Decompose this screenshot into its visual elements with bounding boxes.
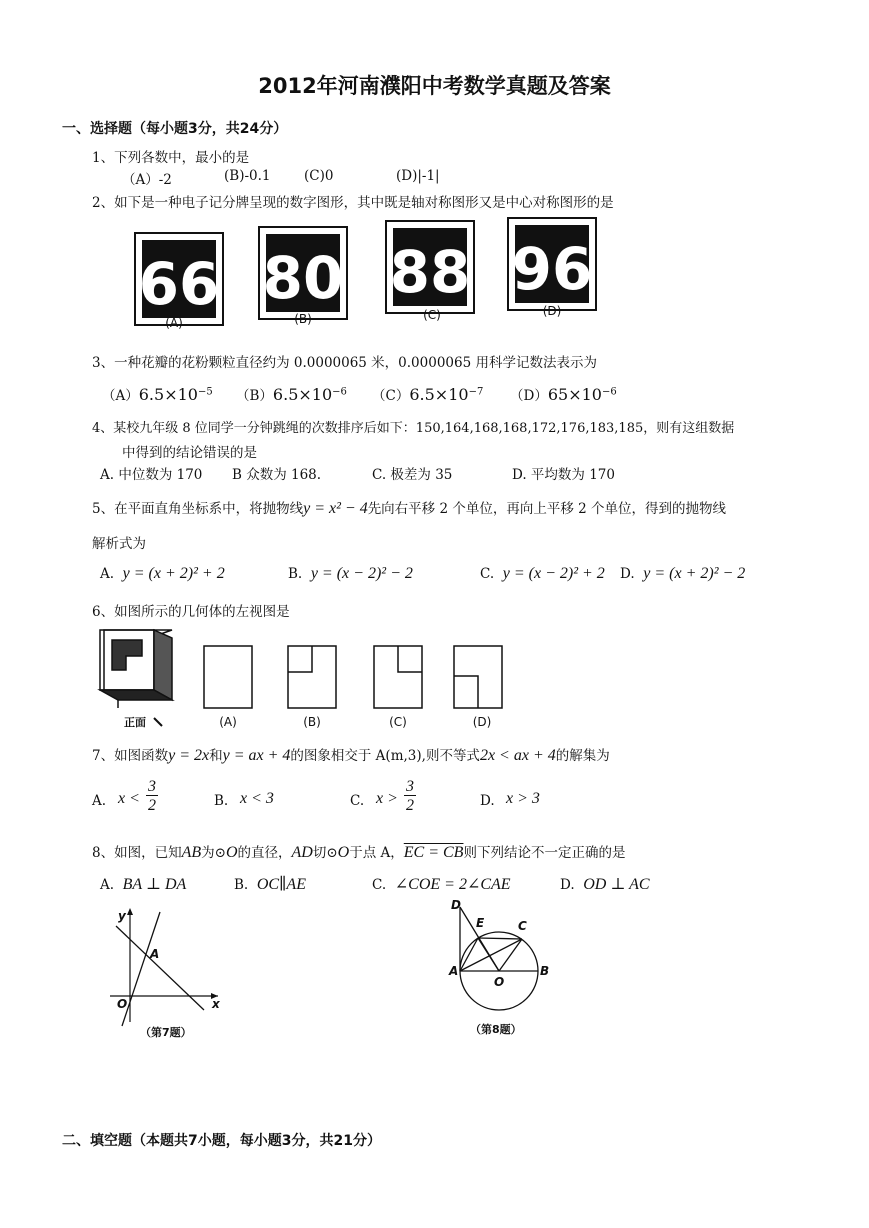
scoreboard-c-digits: 88 [389,238,471,306]
q5-b-expr: y = (x − 2)² − 2 [310,565,413,582]
q4-option-c: C. 极差为 35 [372,467,453,483]
fig7-point-a: A [150,947,160,961]
fig8-segment-eo [478,938,499,971]
q8-a-label: A. [100,877,115,893]
q7-option-d-label: D. [480,793,495,809]
q8-arc-equality: EC = CB [403,844,464,861]
q3-b-label: （B） [236,388,273,404]
q3-b-value: 6.5×10 [272,385,333,404]
fig8-segment-ec [478,938,522,939]
q6-front-label: 正面 [124,716,146,729]
q1-option-b: (B)-0.1 [224,168,271,184]
q3-c-value: 6.5×10 [409,385,469,404]
scoreboard-b-label: (B) [294,312,312,326]
q7-option-c-label: C. [350,793,365,809]
q3-a-value: 6.5×10 [138,385,198,404]
scoreboard-d [508,218,596,310]
q8-c-expr: ∠COE = 2∠CAE [394,876,511,893]
q7-option-d-expr: x > 3 [506,790,540,807]
q8-stem-part-b: 为⊙ [201,845,226,861]
q5-stem-line1 [92,497,726,518]
section-2-heading: 二、填空题（本题共7小题，每小题3分，共21分） [62,1133,381,1149]
q7-option-a-label: A. [92,793,107,809]
q5-d-label: D. [620,566,635,582]
q7-option-b-expr: x < 3 [240,790,274,807]
q7-option-c-rel: x > [376,790,398,807]
q7-option-a-num: 3 [148,778,156,795]
q8-option-d [560,874,650,894]
fig8-label-e: E [476,916,485,930]
q8-stem-part-e: 于点 A， [349,845,404,861]
q6-view-d [454,646,502,708]
q6-label-b: (B) [303,715,321,729]
q5-stem-part-a: 5、在平面直角坐标系中，将抛物线 [92,501,304,517]
q8-ad: AD [291,844,313,861]
q6-figures [96,626,516,736]
q5-d-expr: y = (x + 2)² − 2 [643,565,746,582]
scoreboard-b [259,227,347,319]
fig8-segment-oc [499,939,522,971]
scoreboard-c-label: (C) [423,308,441,322]
q8-option-c [372,874,511,894]
q7-func-2: y = ax + 4 [222,747,291,764]
fig7-origin: O [117,997,128,1011]
q3-option-b [236,384,347,404]
q3-d-value: 65×10 [547,385,602,404]
q6-label-c: (C) [389,715,407,729]
q5-c-label: C. [480,566,495,582]
q3-option-d [510,384,617,404]
q4-stem-line1: 4、某校九年级 8 位同学一分钟跳绳的次数排序后如下：150,164,168,168,172,176,183,185，则有这组数据 [92,421,735,436]
q8-b-label: B. [234,877,249,893]
q7-inequality: 2x < ax + 4 [479,747,556,764]
q1-option-d: (D)|-1| [396,168,440,184]
q7-option-a-den: 2 [148,797,156,814]
q7-stem [92,744,610,765]
q3-stem: 3、一种花瓣的花粉颗粒直径约为 0.0000065 米，0.0000065 用科学记数法表示为 [92,355,597,371]
section-1-heading: 一、选择题（每小题3分，共24分） [62,121,288,137]
q6-view-a [204,646,252,708]
q8-c-label: C. [372,877,387,893]
q8-stem-part-a: 8、如图，已知 [92,845,182,861]
fig7-graph [100,902,230,1042]
fig7-x-label: x [212,997,220,1011]
q7-func-1: y = 2x [168,747,210,764]
fig8-label-o: O [494,975,505,989]
q8-option-b [234,874,306,894]
q1-option-c: (C)0 [304,168,334,184]
q8-stem-part-d: 切⊙ [312,845,338,861]
scoreboard-a-label: (A) [165,316,183,330]
page-title: 2012年河南濮阳中考数学真题及答案 [258,74,611,98]
q5-c-expr: y = (x − 2)² + 2 [502,565,605,582]
fig8-label-b: B [540,964,550,978]
q3-c-exp: −7 [468,386,484,398]
q7-stem-part-b: 和 [209,748,223,764]
q3-a-exp: −5 [197,386,213,398]
q2-stem: 2、如下是一种电子记分牌呈现的数字图形，其中既是轴对称图形又是中心对称图形的是 [92,195,614,211]
q8-stem-part-f: 则下列结论不一定正确的是 [463,845,626,861]
q6-stem: 6、如图所示的几何体的左视图是 [92,604,290,620]
q3-option-c [372,384,483,404]
q5-parabola: y = x² − 4 [303,500,368,517]
q5-stem-line2: 解析式为 [92,536,146,552]
q5-option-c [480,565,605,583]
q8-ab: AB [181,844,202,861]
q6-front-arrow [154,718,162,726]
q2-figures [128,215,598,335]
fig7-y-label: y [118,909,126,923]
q8-stem-part-c: 的直径， [237,845,292,861]
fig7-line-increasing [122,912,160,1026]
q6-view-c [374,646,422,708]
q6-label-d: (D) [472,715,492,729]
q1-stem: 1、下列各数中，最小的是 [92,150,250,166]
q7-option-a-rel: x < [118,790,140,807]
q3-d-exp: −6 [601,386,617,398]
fig7-y-arrow [127,908,133,915]
q8-d-label: D. [560,877,575,893]
q6-view-b [288,646,336,708]
fig7-line-decreasing [116,926,204,1010]
q5-a-expr: y = (x + 2)² + 2 [122,565,225,582]
q3-c-label: （C） [372,388,410,404]
q7-stem-part-d: 的解集为 [555,748,610,764]
q8-o1: O [225,844,238,861]
q8-option-a [100,874,186,894]
q5-option-b [288,565,413,583]
q7-stem-part-a: 7、如图函数 [92,748,169,764]
fig8-label-a: A [449,964,459,978]
q8-b-expr: OC∥AE [256,876,306,893]
q3-b-exp: −6 [332,386,347,398]
scoreboard-d-label: (D) [542,304,562,318]
q4-stem-line2: 中得到的结论错误的是 [122,445,257,461]
q5-option-d [620,565,745,583]
q8-d-expr: OD ⊥ AC [583,876,650,893]
q5-stem-part-b: 先向右平移 2 个单位，再向上平移 2 个单位，得到的抛物线 [367,501,727,517]
q8-a-expr: BA ⊥ DA [122,876,187,893]
q7-option-b-label: B. [214,793,229,809]
q6-solid [100,630,172,708]
scoreboard-d-digits: 96 [511,235,593,303]
scoreboard-c [386,221,474,313]
q4-option-b: B 众数为 168. [232,467,322,483]
q5-option-a [100,565,225,583]
q4-option-a: A. 中位数为 170 [100,467,203,483]
fig7-caption: （第7题） [140,1026,192,1039]
fig8-caption: （第8题） [470,1023,522,1036]
q5-b-label: B. [288,566,303,582]
q3-a-label: （A） [102,388,139,404]
q3-d-label: （D） [510,388,548,404]
q7-option-c-num: 3 [406,778,414,795]
q3-option-a [102,384,213,404]
q4-option-d: D. 平均数为 170 [512,467,615,483]
scoreboard-a-digits: 66 [138,250,220,318]
fig8-label-d: D [451,898,461,912]
q6-label-a: (A) [219,715,237,729]
scoreboard-a [135,233,223,325]
fig8-label-c: C [518,919,527,933]
q1-option-a: （A）-2 [122,172,172,188]
q7-option-c-den: 2 [406,797,414,814]
q8-stem [92,841,625,862]
q7-stem-part-c: 的图象相交于 A(m,3),则不等式 [290,748,480,764]
fig8-circle [448,895,558,1045]
q8-o2: O [337,844,350,861]
q5-a-label: A. [100,566,115,582]
scoreboard-b-digits: 80 [262,244,344,312]
